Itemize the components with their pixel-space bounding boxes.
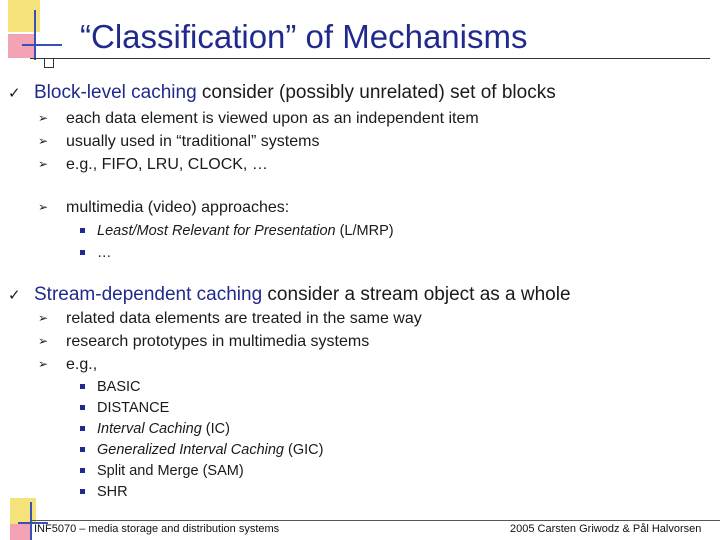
- arrow-bullet-icon: ➢: [38, 111, 49, 125]
- arrow-bullet-icon: ➢: [38, 357, 49, 371]
- sub-bullet-text: each data element is viewed upon as an independent item: [66, 110, 479, 127]
- square-bullet-icon: [80, 384, 85, 389]
- square-bullet-icon: [80, 447, 85, 452]
- footer-course: INF5070 – media storage and distribution systems: [34, 523, 280, 535]
- sub-bullet-text: multimedia (video) approaches:: [66, 199, 290, 216]
- square-bullet-icon: [80, 426, 85, 431]
- arrow-bullet-icon: ➢: [38, 311, 49, 325]
- arrow-bullet-icon: ➢: [38, 134, 49, 148]
- footer-credit: 2005 Carsten Griwodz & Pål Halvorsen: [510, 523, 702, 535]
- square-bullet-icon: [80, 468, 85, 473]
- arrow-bullet-icon: ➢: [38, 334, 49, 348]
- square-bullet-icon: [80, 250, 85, 255]
- square-bullet-icon: [80, 489, 85, 494]
- sub-bullet-text: usually used in “traditional” systems: [66, 133, 320, 150]
- bullet-text: consider a stream object as a whole: [262, 284, 571, 305]
- sub-bullet-text: e.g., FIFO, LRU, CLOCK, …: [66, 156, 268, 173]
- bullet-term: Block-level caching: [34, 82, 197, 103]
- checkmark-icon: ✓: [8, 85, 21, 102]
- title-divider: [30, 58, 710, 59]
- arrow-bullet-icon: ➢: [38, 157, 49, 171]
- slide-title: “Classification” of Mechanisms: [80, 18, 528, 55]
- sub-bullet-text: related data elements are treated in the same way: [66, 310, 422, 327]
- corner-decoration: [8, 0, 70, 62]
- footer-divider: [30, 520, 720, 521]
- checkmark-icon: ✓: [8, 287, 21, 304]
- bullet-term: Stream-dependent caching: [34, 284, 263, 305]
- bullet-text: consider (possibly unrelated) set of blocks: [196, 82, 556, 103]
- sub-bullet-text: research prototypes in multimedia systems: [66, 333, 370, 350]
- sub-bullet-text: e.g.,: [66, 356, 98, 373]
- arrow-bullet-icon: ➢: [38, 200, 49, 214]
- square-bullet-icon: [80, 228, 85, 233]
- square-bullet-icon: [80, 405, 85, 410]
